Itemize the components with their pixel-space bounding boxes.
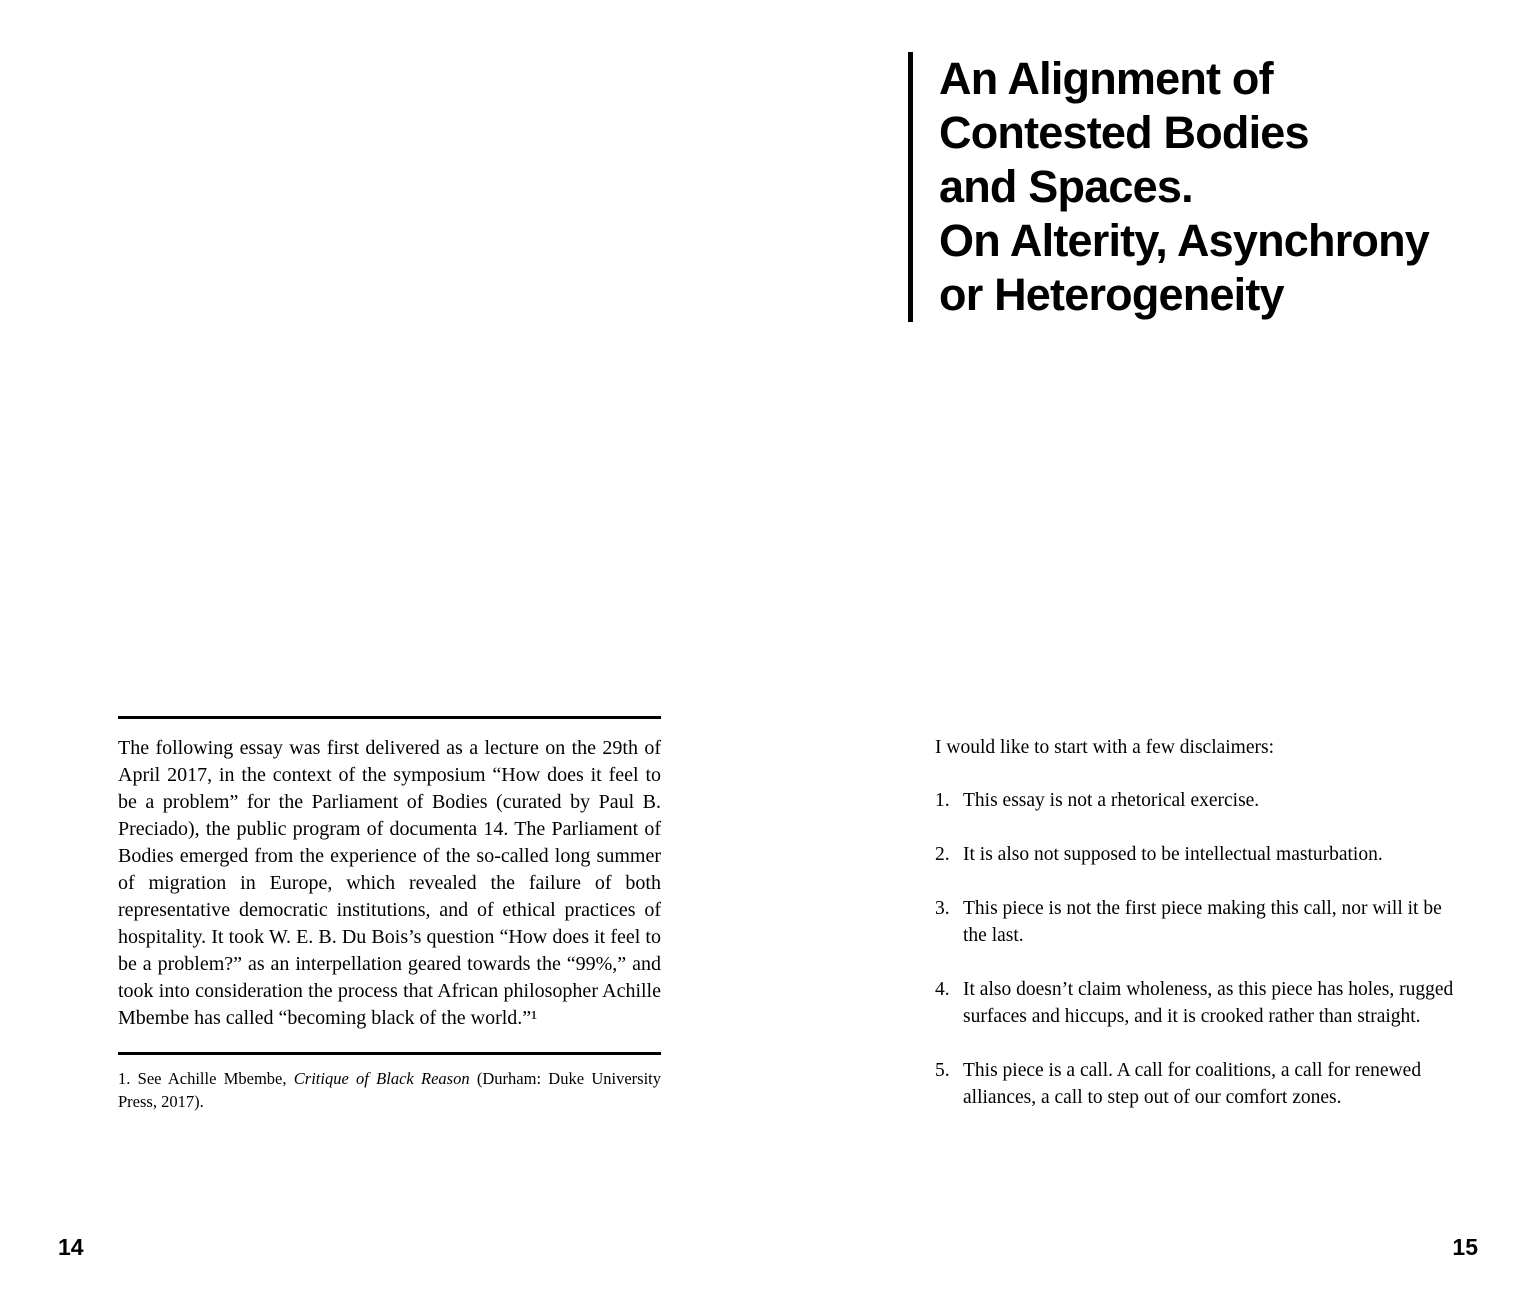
disclaimer-number: 1. xyxy=(935,789,950,811)
chapter-title-line: and Spaces. xyxy=(939,161,1193,212)
note-top-rule xyxy=(118,716,661,719)
essay-body xyxy=(935,714,1470,1138)
footnote xyxy=(118,1067,661,1113)
footnote-prefix: 1. See Achille Mbembe, xyxy=(118,1069,294,1088)
chapter-title-line: Contested Bodies xyxy=(939,107,1309,158)
chapter-title-line: An Alignment of xyxy=(939,53,1273,104)
disclaimer-number: 4. xyxy=(935,978,950,1000)
editorial-note-text: The following essay was first delivered as a lecture on the 29th of April 2017, in the context of the symposium “How does it feel to be a problem” for the Parliament of Bodies (curated by Paul B. Preciado), the public program of documenta 14. The Parliament of Bodies emerged from the experience of the so-called long summer of migration in Europe, which revealed the failure of both representative democratic institutions, and of ethical practices of hospitality. It took W. E. B. Du Bois’s question “How does it feel to be a problem?” as an interpellation geared towards the “99%,” and took into consideration the process that African philosopher Achille Mbembe has called “becoming black of the world.”¹ xyxy=(118,737,661,1029)
disclaimer-text: This essay is not a rhetorical exercise. xyxy=(963,789,1260,811)
disclaimer-item-1 xyxy=(935,787,1470,814)
disclaimer-item-2 xyxy=(935,841,1470,868)
disclaimer-text: This piece is not the first piece making this call, nor will it be the last. xyxy=(963,897,1442,946)
page-number-right: 15 xyxy=(1452,1234,1478,1260)
disclaimer-item-5 xyxy=(935,1057,1470,1111)
editorial-note-block xyxy=(118,716,661,1130)
disclaimer-number: 2. xyxy=(935,843,950,865)
disclaimer-text: This piece is a call. A call for coalitions, a call for renewed alliances, a call to step out of our comfort zones. xyxy=(963,1059,1422,1108)
disclaimer-text: It also doesn’t claim wholeness, as this piece has holes, rugged surfaces and hiccups, and it is crooked rather than straight. xyxy=(963,978,1454,1027)
disclaimer-text: It is also not supposed to be intellectual masturbation. xyxy=(963,843,1383,865)
chapter-title-block xyxy=(908,52,1429,322)
chapter-title-line: or Heterogeneity xyxy=(939,269,1284,320)
disclaimers-intro: I would like to start with a few disclaimers: xyxy=(935,736,1275,758)
disclaimer-number: 3. xyxy=(935,897,950,919)
chapter-title-line: On Alterity, Asynchrony xyxy=(939,215,1430,266)
disclaimer-item-4 xyxy=(935,976,1470,1030)
footnote-suffix: (Durham: Duke University Press, 2017). xyxy=(118,1069,661,1111)
note-bottom-rule xyxy=(118,1052,661,1055)
disclaimer-item-3 xyxy=(935,895,1470,949)
disclaimer-number: 5. xyxy=(935,1059,950,1081)
page-number-left: 14 xyxy=(58,1234,84,1260)
footnote-book-title: Critique of Black Reason xyxy=(293,1069,470,1088)
